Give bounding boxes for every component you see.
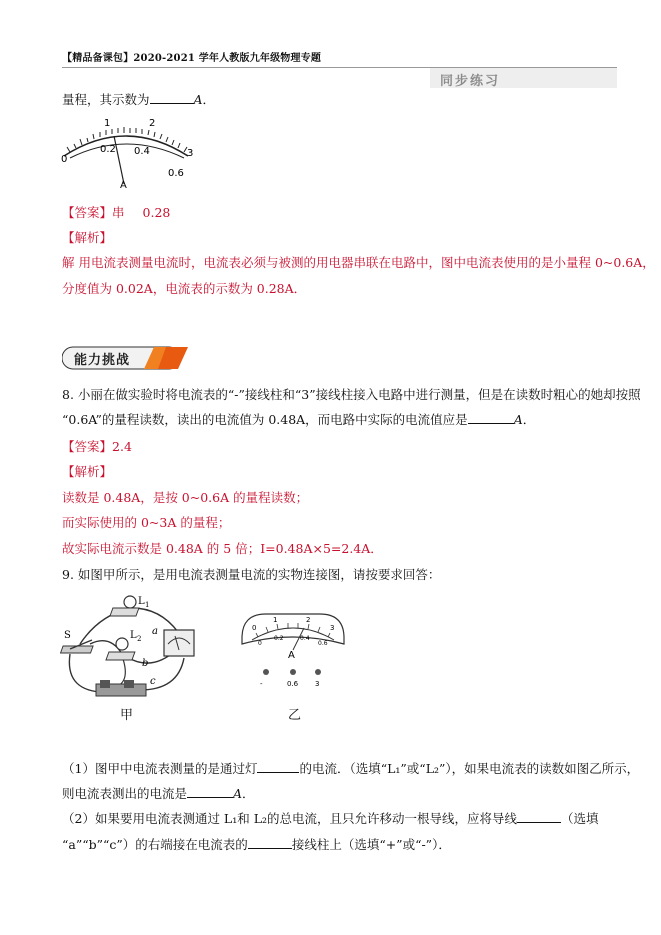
q7-answer xyxy=(62,204,170,222)
q9-part2-text: （2）如果要用电流表测通过 L₁和 L₂的总电流，且只允许移动一根导线，应将导线 xyxy=(62,811,518,826)
q7-analysis-line1: 解 用电流表测量电流时，电流表必须与被测的用电器串联在电路中，图中电流表使用的是小量程 0~0.6A， xyxy=(62,255,655,270)
q8-analysis-line1: 读数是 0.48A，是按 0~0.6A 的量程读数； xyxy=(62,490,309,505)
label-S: S xyxy=(64,630,71,641)
terminal-3: 3 xyxy=(315,680,320,688)
big-dial-bottom-02: 0.2 xyxy=(274,635,284,642)
q8-unit: A xyxy=(513,412,523,427)
big-dial-top-0: 0 xyxy=(252,624,257,632)
figure-caption-jia: 甲 xyxy=(120,708,134,723)
q8-answer xyxy=(62,438,132,456)
banner-label: 能力挑战 xyxy=(74,353,131,368)
q9-part1-blank1[interactable] xyxy=(257,760,299,773)
q7-answer-value2: 0.28 xyxy=(142,205,171,220)
label-L1: L xyxy=(138,596,145,607)
q7-line1 xyxy=(62,91,215,109)
ammeter-dial-small xyxy=(56,114,196,192)
big-dial-top-2: 2 xyxy=(306,616,311,624)
big-dial-bottom-0: 0 xyxy=(258,640,262,647)
small-dial-bottom-06: 0.6 xyxy=(168,168,184,179)
q9-part2-line2 xyxy=(62,836,451,854)
label-a: a xyxy=(152,626,158,637)
big-dial-top-1: 1 xyxy=(273,616,278,624)
q8-line2-text: “0.6A”的量程读数，读出的电流值为 0.48A，而电路中实际的电流值应是 xyxy=(62,412,468,427)
q7-answer-value1: 串 xyxy=(112,205,125,220)
q9-part2-suffix: （选填 xyxy=(561,811,599,826)
q8-line1: 8. 小丽在做实验时将电流表的“-”接线柱和“3”接线柱接入电路中进行测量，但是在读数时粗心的她却按照 xyxy=(62,387,641,402)
q7-analysis-label: 【解析】 xyxy=(62,230,113,245)
header-title: 【精品备课包】2020-2021 学年人教版九年级物理专题 xyxy=(62,53,322,64)
label-c: c xyxy=(150,676,156,687)
q7-answer-label: 【答案】 xyxy=(62,205,113,220)
q9-line1: 9. 如图甲所示，是用电流表测量电流的实物连接图，请按要求回答： xyxy=(62,567,441,582)
label-L1-sub: 1 xyxy=(145,601,150,609)
q9-part2-line2-suffix: 接线柱上（选填“+”或“-”）． xyxy=(291,837,451,852)
small-dial-bottom-02: 0.2 xyxy=(100,144,116,155)
q7-line1-text: 量程，其示数为 xyxy=(62,92,150,107)
q8-analysis-label: 【解析】 xyxy=(62,464,113,479)
small-dial-letter: A xyxy=(120,180,127,191)
big-dial-letter: A xyxy=(288,650,295,661)
q9-part2-blank2[interactable] xyxy=(248,836,292,849)
label-L2: L xyxy=(130,630,137,641)
q9-part1-unit: A xyxy=(233,786,243,801)
q9-part1-line2 xyxy=(62,785,255,803)
label-b: b xyxy=(142,658,149,669)
small-dial-top-2: 2 xyxy=(149,118,156,129)
small-dial-top-3: 3 xyxy=(187,148,194,159)
figure-caption-yi: 乙 xyxy=(288,708,302,723)
q9-part1-text: （1）图甲中电流表测量的是通过灯 xyxy=(62,761,258,776)
q9-part1-line2-text: 则电流表测出的电流是 xyxy=(62,786,188,801)
q9-part1-period: ． xyxy=(242,786,255,801)
small-dial-bottom-0: 0 xyxy=(61,154,68,165)
q9-part1-middle: 的电流．（选填“L₁”或“L₂”），如果电流表的读数如图乙所示， xyxy=(299,761,640,776)
section-banner xyxy=(62,343,190,373)
q8-answer-label: 【答案】 xyxy=(62,439,113,454)
q7-answer-blank[interactable] xyxy=(150,91,194,104)
big-dial-bottom-06: 0.6 xyxy=(318,640,328,647)
q7-period: ． xyxy=(202,92,216,107)
q9-part2-blank1[interactable] xyxy=(517,810,561,823)
q9-part1-blank2[interactable] xyxy=(187,785,233,798)
circuit-figure xyxy=(60,594,210,704)
small-dial-bottom-04: 0.4 xyxy=(134,146,150,157)
small-dial-top-1: 1 xyxy=(104,118,111,129)
q8-period: ． xyxy=(522,412,536,427)
terminal-06: 0.6 xyxy=(287,680,299,688)
q8-line2 xyxy=(62,411,535,429)
q9-part2-line2-text: “a”“b”“c”）的右端接在电流表的 xyxy=(62,837,248,852)
q8-analysis-line2: 而实际使用的 0~3A 的量程； xyxy=(62,515,231,530)
q8-answer-blank[interactable] xyxy=(468,411,514,424)
q9-part2-line1 xyxy=(62,810,599,828)
q8-analysis-line3: 故实际电流示数是 0.48A 的 5 倍；I=0.48A×5=2.4A． xyxy=(62,541,383,556)
header-tab-label: 同步练习 xyxy=(440,74,501,89)
q8-answer-value: 2.4 xyxy=(112,439,132,454)
q9-part1-line1 xyxy=(62,760,639,778)
label-L2-sub: 2 xyxy=(137,635,142,643)
q7-unit: A xyxy=(193,92,203,107)
q7-analysis-line2: 分度值为 0.02A，电流表的示数为 0.28A． xyxy=(62,281,307,296)
terminal-minus: - xyxy=(260,680,263,688)
ammeter-dial-large xyxy=(238,610,348,688)
big-dial-bottom-04: 0.4 xyxy=(300,635,310,642)
big-dial-top-3: 3 xyxy=(330,624,335,632)
